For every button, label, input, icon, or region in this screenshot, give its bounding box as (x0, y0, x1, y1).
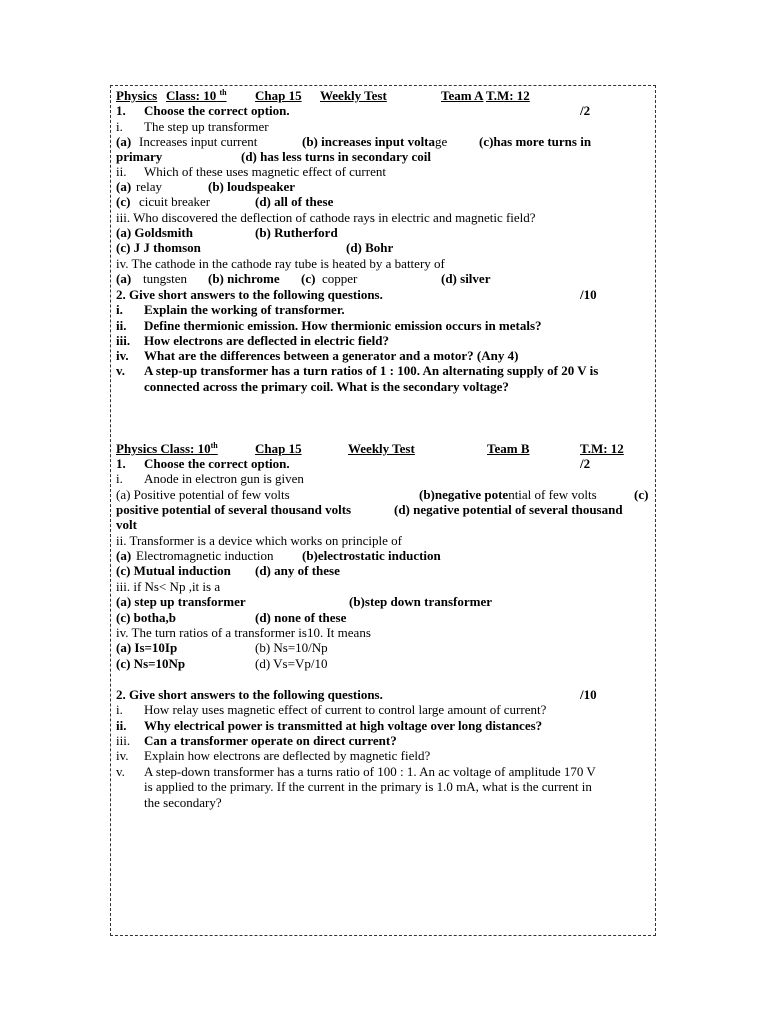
option-c: (c)has more turns in (479, 134, 592, 149)
team-a-team: Team A (441, 88, 484, 103)
question-stem: iv. The turn ratios of a transformer is10. It means (116, 625, 371, 640)
question-number: iii. (116, 733, 131, 748)
question-stem: The step up transformer (144, 119, 269, 134)
option-d: (d) Bohr (346, 240, 394, 255)
question-stem: iii. Who discovered the deflection of cathode rays in electric and magnetic field? (116, 210, 536, 225)
option-a: (a) Positive potential of few volts (116, 487, 290, 502)
team-a-class: Class: 10 $^{th}$ (166, 88, 227, 103)
team-b-q2-marks: /10 (580, 687, 597, 702)
team-b-q2-title: 2. Give short answers to the following questions. (116, 687, 383, 702)
team-a-q2-marks: /10 (580, 287, 597, 302)
question-number: ii. (116, 318, 127, 333)
question-text-continued: is applied to the primary. If the current in the primary is 1.0 mA, what is the current in (144, 779, 592, 794)
question-text: Why electrical power is transmitted at high voltage over long distances? (144, 718, 543, 733)
option-d: (d) silver (441, 271, 491, 286)
question-text: What are the differences between a generator and a motor? (Any 4) (144, 348, 519, 363)
option-c-label: (c) (116, 194, 131, 209)
option-a-label: (a) (116, 271, 132, 286)
option-b: (b)electrostatic induction (302, 548, 441, 563)
option-a: (a) Is=10Ip (116, 640, 178, 655)
option-b: (b)negative potential of few volts (419, 487, 597, 502)
question-text: A step-up transformer has a turn ratios of 1 : 100. An alternating supply of 20 V is (144, 363, 599, 378)
team-a-chapter: Chap 15 (255, 88, 302, 103)
option-a-label: (a) (116, 548, 132, 563)
question-text: How relay uses magnetic effect of current to control large amount of current? (144, 702, 547, 717)
team-b-chapter: Chap 15 (255, 441, 302, 456)
question-number: v. (116, 764, 125, 779)
question-text: Can a transformer operate on direct current? (144, 733, 397, 748)
option-d: (d) has less turns in secondary coil (241, 149, 431, 164)
question-text-continued: connected across the primary coil. What is the secondary voltage? (144, 379, 509, 394)
option-a: Increases input current (139, 134, 258, 149)
option-d: (d) Vs=Vp/10 (255, 656, 328, 671)
question-number: i. (116, 302, 123, 317)
option-c: (c) Ns=10Np (116, 656, 186, 671)
option-c-label: (c) (634, 487, 649, 502)
option-c: (c) botha,b (116, 610, 176, 625)
option-a: (a) Goldsmith (116, 225, 193, 240)
option-b: (b) nichrome (208, 271, 280, 286)
option-d: (d) none of these (255, 610, 347, 625)
question-stem: iv. The cathode in the cathode ray tube is heated by a battery of (116, 256, 445, 271)
question-number: i. (116, 119, 123, 134)
team-a-q1-title: Choose the correct option. (144, 103, 290, 118)
option-a-label: (a) (116, 134, 132, 149)
option-b: (b) increases input voltage (302, 134, 448, 149)
option-a: (a) step up transformer (116, 594, 246, 609)
option-a: relay (136, 179, 162, 194)
question-number: ii. (116, 718, 127, 733)
question-text: Define thermionic emission. How thermionic emission occurs in metals? (144, 318, 542, 333)
question-number: i. (116, 702, 123, 717)
question-stem: iii. if Ns< Np ,it is a (116, 579, 221, 594)
question-text: How electrons are deflected in electric field? (144, 333, 389, 348)
question-number: i. (116, 471, 123, 486)
team-b-q1-number: 1. (116, 456, 126, 471)
question-stem: ii. Transformer is a device which works on principle of (116, 533, 402, 548)
option-d: (d) all of these (255, 194, 334, 209)
question-text: Explain how electrons are deflected by magnetic field? (144, 748, 431, 763)
option-b: (b) Ns=10/Np (255, 640, 328, 655)
option-b: (b) Rutherford (255, 225, 338, 240)
question-stem: Which of these uses magnetic effect of current (144, 164, 386, 179)
question-number: v. (116, 363, 126, 378)
option-c-label: (c) (301, 271, 316, 286)
team-b-test: Weekly Test (348, 441, 415, 456)
team-a-q2-title: 2. Give short answers to the following questions. (116, 287, 383, 302)
option-c: (c) J J thomson (116, 240, 201, 255)
team-a-total-marks: T.M: 12 (486, 88, 530, 103)
option-d: (d) negative potential of several thousand (394, 502, 623, 517)
team-a-q1-number: 1. (116, 103, 126, 118)
option-b: (b) loudspeaker (208, 179, 296, 194)
option-c: (c) Mutual induction (116, 563, 231, 578)
option-c: copper (322, 271, 358, 286)
team-b-q1-marks: /2 (580, 456, 591, 471)
team-b-subject-class: Physics Class: 10th (116, 441, 218, 456)
question-text: A step-down transformer has a turns ratio of 100 : 1. An ac voltage of amplitude 170 V (144, 764, 596, 779)
option-a-label: (a) (116, 179, 132, 194)
option-c: cicuit breaker (139, 194, 211, 209)
option-d-continued: volt (116, 517, 137, 532)
team-a-test: Weekly Test (320, 88, 387, 103)
question-text: Explain the working of transformer. (144, 302, 345, 317)
team-b-q1-title: Choose the correct option. (144, 456, 290, 471)
option-d: (d) any of these (255, 563, 340, 578)
team-a-subject: Physics (116, 88, 158, 103)
question-number: iv. (116, 348, 129, 363)
question-text-continued: the secondary? (144, 795, 222, 810)
option-a: tungsten (143, 271, 188, 286)
question-number: iv. (116, 748, 129, 763)
question-number: ii. (116, 164, 127, 179)
option-c: positive potential of several thousand volts (116, 502, 352, 517)
question-number: iii. (116, 333, 131, 348)
option-b: (b)step down transformer (349, 594, 492, 609)
option-c-continued: primary (116, 149, 163, 164)
team-a-q1-marks: /2 (580, 103, 591, 118)
team-b-total-marks: T.M: 12 (580, 441, 624, 456)
team-b-team: Team B (487, 441, 530, 456)
question-stem: Anode in electron gun is given (144, 471, 304, 486)
option-a: Electromagnetic induction (136, 548, 274, 563)
